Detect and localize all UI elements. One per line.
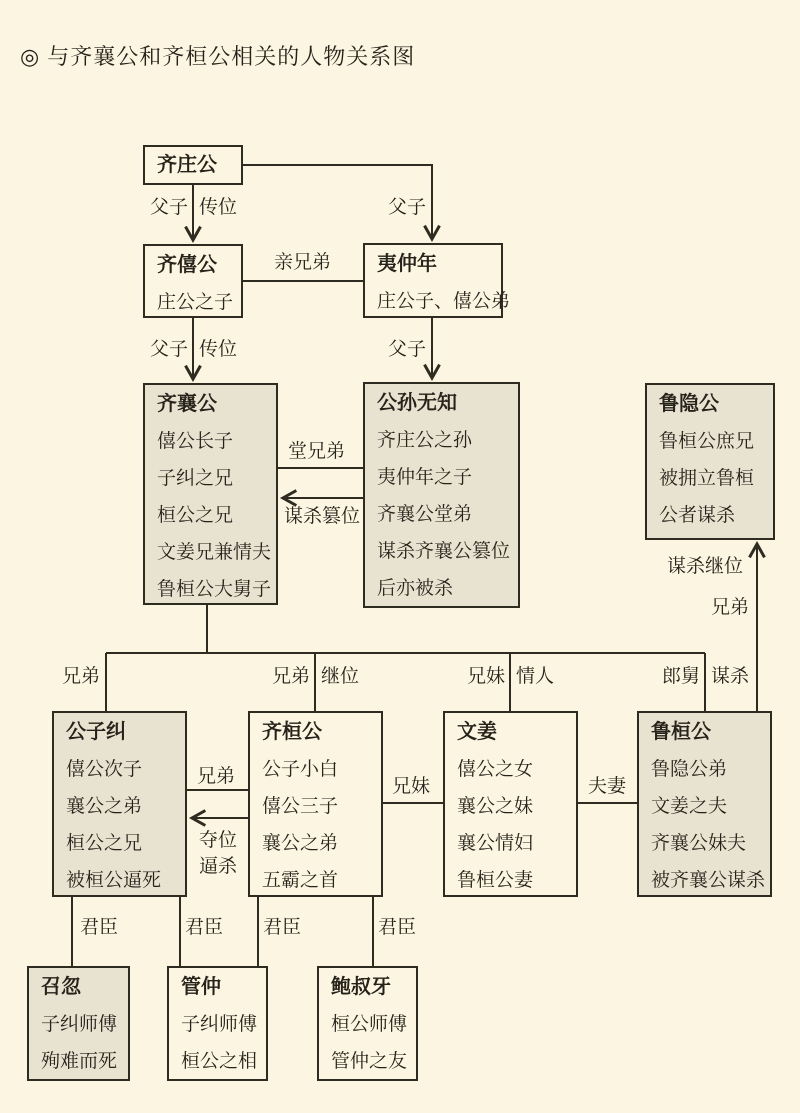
edge-label: 继位	[321, 666, 360, 687]
box-line: 五霸之首	[262, 870, 339, 891]
edge-label: 夺位	[199, 830, 238, 851]
box-line: 谋杀齐襄公篡位	[377, 541, 511, 562]
box-line: 齐庄公之孙	[377, 430, 473, 451]
box-line: 鲁隐公弟	[651, 759, 728, 780]
box-line: 公者谋杀	[659, 505, 736, 526]
edge-label: 父子	[388, 197, 427, 218]
box-title: 召忽	[41, 976, 81, 998]
edge-label: 夫妻	[588, 776, 627, 797]
box-title: 齐庄公	[157, 154, 217, 176]
edge-label: 谋杀篡位	[284, 506, 361, 527]
box-line: 僖公长子	[157, 431, 234, 452]
box-lu-yin-gong	[645, 383, 775, 540]
box-qi-xiang-gong	[143, 383, 278, 605]
box-line: 襄公情妇	[457, 833, 534, 854]
box-guan-zhong	[167, 966, 268, 1081]
edge-label: 逼杀	[199, 856, 238, 877]
box-wen-jiang	[443, 711, 578, 897]
box-line: 桓公师傅	[331, 1014, 408, 1035]
box-line: 殉难而死	[41, 1051, 118, 1072]
box-line: 子纠师傅	[181, 1014, 258, 1035]
box-title: 齐僖公	[157, 254, 217, 276]
box-line: 公子小白	[262, 759, 339, 780]
edge-label: 传位	[199, 197, 238, 218]
box-line: 被桓公逼死	[66, 870, 162, 891]
box-title: 公子纠	[66, 721, 126, 743]
edge-label: 兄弟	[62, 666, 101, 687]
box-qi-huan-gong	[248, 711, 383, 897]
box-line: 文姜之夫	[651, 796, 728, 817]
edge-label: 君臣	[378, 917, 417, 938]
box-line: 僖公之女	[457, 759, 534, 780]
edge-label: 谋杀	[711, 666, 750, 687]
box-line: 僖公三子	[262, 796, 339, 817]
box-qi-zhuang-gong	[143, 145, 243, 185]
box-title: 齐桓公	[262, 721, 322, 743]
box-title: 齐襄公	[157, 393, 217, 415]
box-gongsun-wuzhi	[363, 382, 520, 608]
page-title: ◎ 与齐襄公和齐桓公相关的人物关系图	[20, 44, 416, 69]
box-line: 齐襄公堂弟	[377, 504, 473, 525]
box-title: 鲍叔牙	[331, 976, 391, 998]
edge-label: 君臣	[185, 917, 224, 938]
edge-label: 传位	[199, 339, 238, 360]
box-title: 公孙无知	[377, 392, 457, 414]
box-gongzi-jiu	[52, 711, 187, 897]
edge-label: 兄弟	[197, 766, 236, 787]
box-title: 鲁桓公	[651, 721, 711, 743]
edge-label: 谋杀继位	[667, 556, 744, 577]
box-line: 僖公次子	[66, 759, 143, 780]
box-line: 庄公子、僖公弟	[377, 291, 511, 312]
box-line: 子纠之兄	[157, 468, 234, 489]
box-line: 被拥立鲁桓	[659, 468, 755, 489]
edge-label: 父子	[150, 339, 189, 360]
edge-label: 君臣	[80, 917, 119, 938]
edge-label: 亲兄弟	[274, 252, 332, 273]
box-lu-huan-gong	[637, 711, 772, 897]
edge-label: 父子	[150, 197, 189, 218]
box-title: 夷仲年	[377, 253, 437, 275]
box-line: 桓公之兄	[157, 505, 234, 526]
box-title: 鲁隐公	[659, 393, 719, 415]
box-line: 管仲之友	[331, 1051, 408, 1072]
box-title: 文姜	[457, 721, 497, 743]
edge-label: 兄妹	[392, 776, 431, 797]
box-line: 桓公之兄	[66, 833, 143, 854]
edge-label: 父子	[388, 339, 427, 360]
box-line: 桓公之相	[181, 1051, 258, 1072]
edge-label: 堂兄弟	[288, 441, 346, 462]
edge-label: 兄妹	[467, 666, 506, 687]
box-line: 鲁桓公庶兄	[659, 431, 755, 452]
box-line: 襄公之妹	[457, 796, 534, 817]
edge-label: 兄弟	[711, 597, 750, 618]
box-line: 鲁桓公妻	[457, 870, 534, 891]
edge-label: 郎舅	[662, 666, 701, 687]
box-line: 夷仲年之子	[377, 467, 473, 488]
edge-label: 兄弟	[272, 666, 311, 687]
box-line: 鲁桓公大舅子	[157, 579, 272, 600]
box-title: 管仲	[181, 976, 221, 998]
box-line: 文姜兄兼情夫	[157, 542, 272, 563]
box-shao-hu	[27, 966, 130, 1081]
box-line: 襄公之弟	[66, 796, 143, 817]
box-bao-shu-ya	[317, 966, 418, 1081]
box-line: 被齐襄公谋杀	[651, 870, 766, 891]
box-line: 庄公之子	[157, 292, 234, 313]
box-line: 后亦被杀	[377, 578, 454, 599]
box-qi-xi-gong	[143, 244, 243, 318]
edge-label: 情人	[516, 666, 555, 687]
edge-label: 君臣	[263, 917, 302, 938]
box-line: 襄公之弟	[262, 833, 339, 854]
box-yi-zhong-nian	[363, 243, 511, 318]
box-line: 齐襄公妹夫	[651, 833, 747, 854]
box-line: 子纠师傅	[41, 1014, 118, 1035]
